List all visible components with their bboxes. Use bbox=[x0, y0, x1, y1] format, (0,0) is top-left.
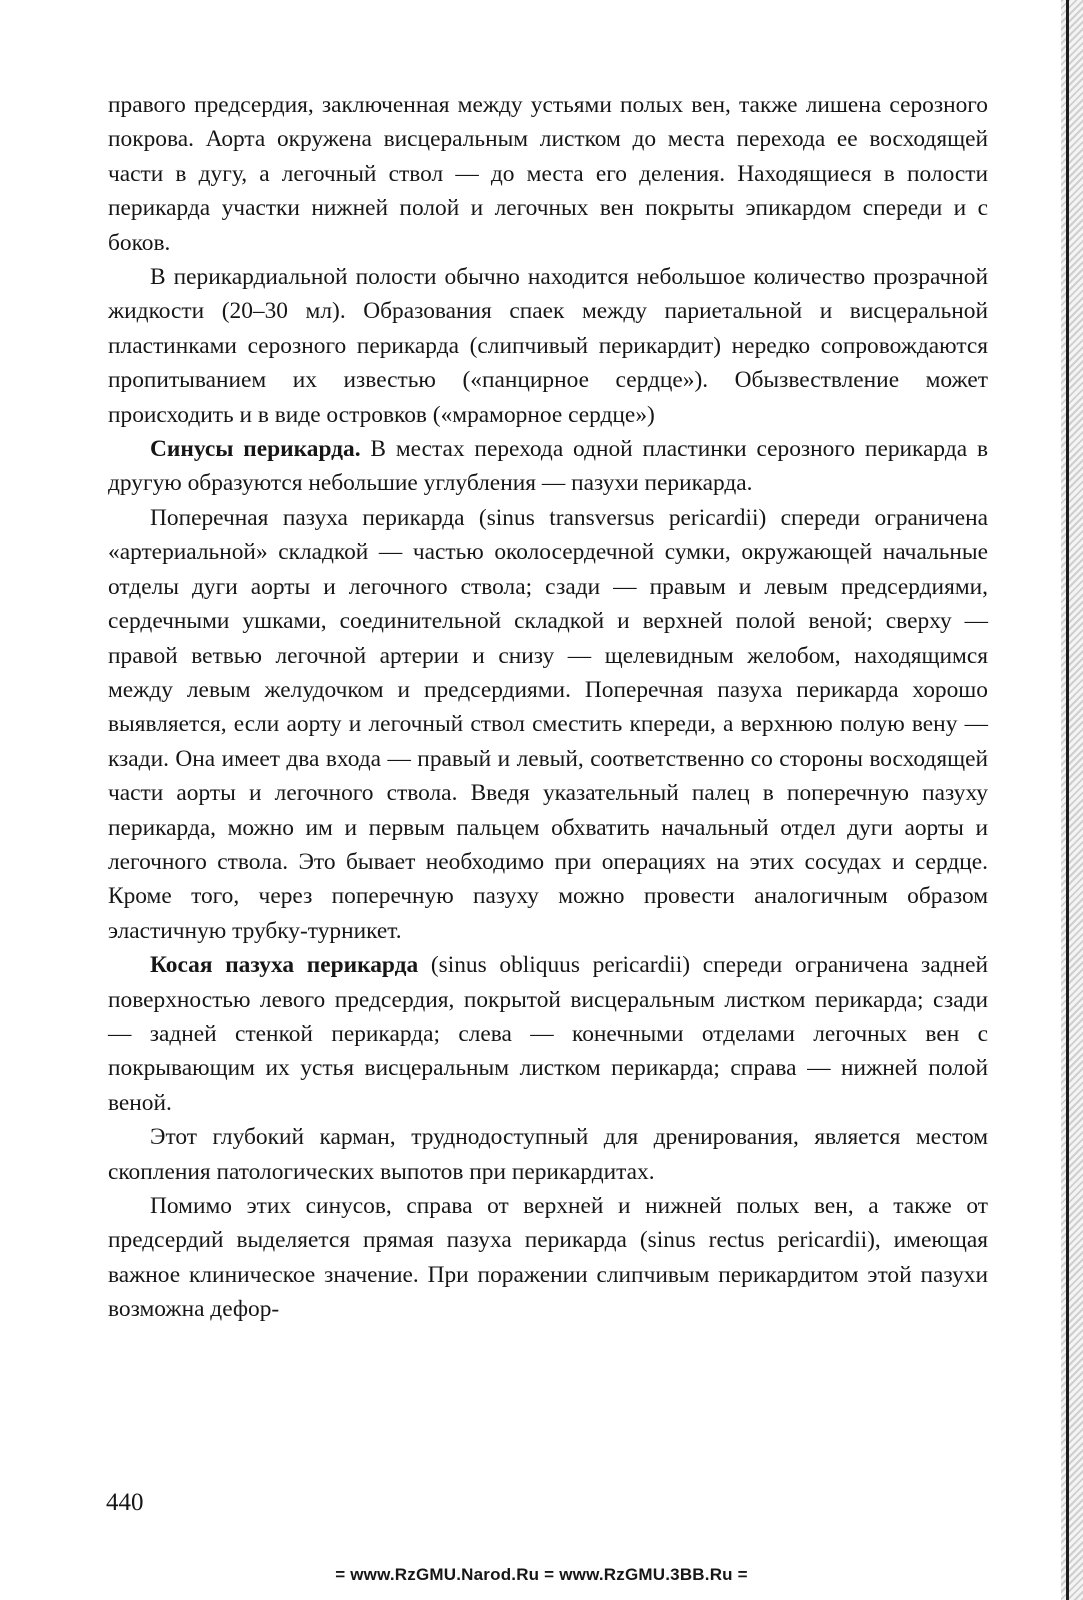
paragraph-1 bbox=[108, 88, 988, 260]
paragraph-text: Поперечная пазуха перикарда (sinus transversus pericardii) спереди ограничена «артериальной» складкой — частью околосердечной сумки, окружающей начальные отделы дуги аорты и легочного ствола; сзади — правым и левым предсердиями, сердечными ушками, соединительной складкой и верхней полой веной; сверху — правой ветвью легочной артерии и снизу — щелевидным желобом, находящимся между левым желудочком и предсердиями. Поперечная пазуха перикарда хорошо выявляется, если аорту и легочный ствол сместить кпереди, а верхнюю полую вену — кзади. Она имеет два входа — правый и левый, соответственно со стороны восходящей части аорты и легочного ствола. Введя указательный палец в поперечную пазуху перикарда, можно им и первым пальцем обхватить начальный отдел дуги аорты и легочного ствола. Это бывает необходимо при операциях на этих сосудах и сердце. Кроме того, через поперечную пазуху можно провести аналогичным образом эластичную трубку-турникет. bbox=[108, 504, 988, 944]
paragraph-6 bbox=[108, 1120, 988, 1189]
section-heading-oblique-sinus: Косая пазуха перикарда bbox=[150, 952, 419, 979]
paragraph-text: В местах перехода одной пластинки серозного перикарда в другую образуются небольшие углубления — пазухи перикарда. bbox=[108, 436, 988, 497]
paragraph-4 bbox=[108, 501, 988, 948]
footer-watermark: = www.RzGMU.Narod.Ru = www.RzGMU.3BB.Ru = bbox=[335, 1565, 748, 1584]
page-number: 440 bbox=[106, 1489, 144, 1516]
paragraph-5 bbox=[108, 948, 988, 1120]
paragraph-7 bbox=[108, 1189, 988, 1327]
section-heading-sinuses: Синусы перикарда. bbox=[150, 436, 361, 463]
paragraph-text: (sinus obliquus pericardii) спереди ограничена задней поверхностью левого предсердия, покрытой висцеральным листком перикарда; сзади — задней стенкой перикарда; слева — конечными отделами легочных вен с покрывающим их устья висцеральным листком перикарда; справа — нижней полой веной. bbox=[108, 952, 988, 1116]
paragraph-3 bbox=[108, 432, 988, 501]
page-body bbox=[108, 88, 988, 1327]
page-edge-shading bbox=[1061, 0, 1083, 1600]
paragraph-text: Этот глубокий карман, труднодоступный для дренирования, является местом скопления патологических выпотов при перикардитах. bbox=[108, 1124, 988, 1185]
paragraph-text: В перикардиальной полости обычно находится небольшое количество прозрачной жидкости (20–30 мл). Образования спаек между париетальной и висцеральной пластинками серозного перикарда (слипчивый перикардит) нередко сопровождаются пропитыванием их известью («панцирное сердце»). Обызвествление может происходить и в виде островков («мраморное сердце») bbox=[108, 264, 988, 428]
paragraph-2 bbox=[108, 260, 988, 432]
page-edge-line bbox=[1066, 0, 1069, 1600]
paragraph-text: Помимо этих синусов, справа от верхней и нижней полых вен, а также от предсердий выделяется прямая пазуха перикарда (sinus rectus pericardii), имеющая важное клиническое значение. При поражении слипчивым перикардитом этой пазухи возможна дефор- bbox=[108, 1193, 988, 1323]
paragraph-text: правого предсердия, заключенная между устьями полых вен, также лишена серозного покрова. Аорта окружена висцеральным листком до места перехода ее восходящей части в дугу, а легочный ствол — до места его деления. Находящиеся в полости перикарда участки нижней полой и легочных вен покрыты эпикардом спереди и с боков. bbox=[108, 92, 988, 256]
